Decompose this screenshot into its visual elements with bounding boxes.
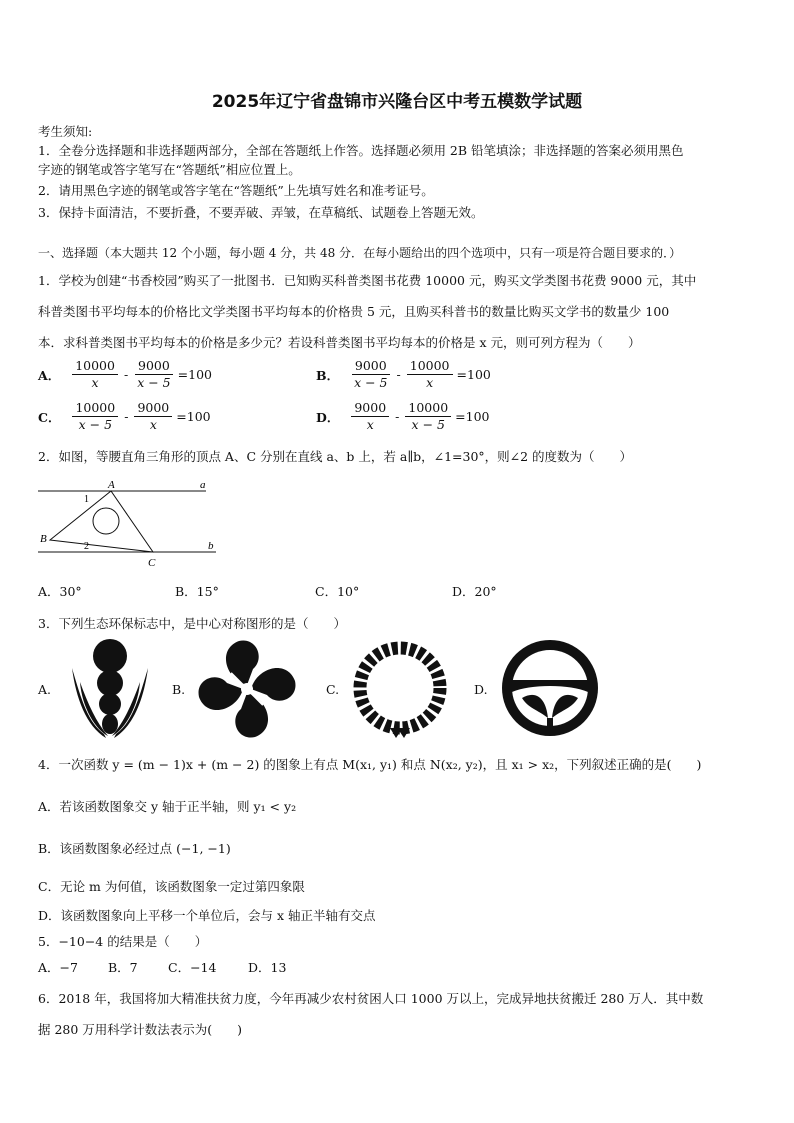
notice-line-3: 3．保持卡面清洁，不要折叠，不要弄破、弄皱，在草稿纸、试题卷上答题无效。 bbox=[38, 205, 484, 220]
q3-label-b[interactable]: B. bbox=[172, 682, 186, 697]
label-a: a bbox=[200, 479, 206, 491]
eco-symbol-c-icon bbox=[350, 638, 450, 740]
q4-text: 4．一次函数 y = (m − 1)x + (m − 2) 的图象上有点 M(x₁, y₁) 和点 N(x₂, y₂)，且 x₁ > x₂，下列叙述正确的是( ) bbox=[38, 757, 702, 772]
eco-symbol-a-icon bbox=[62, 638, 158, 742]
q4-option-b[interactable]: B．该函数图象必经过点 (−1, −1) bbox=[38, 841, 231, 856]
circle-in-triangle bbox=[93, 508, 119, 534]
q3-label-d[interactable]: D. bbox=[474, 682, 488, 697]
q2-option-a[interactable]: A．30° bbox=[38, 584, 82, 599]
q2-option-b[interactable]: B．15° bbox=[175, 584, 219, 599]
label-B: B bbox=[40, 533, 47, 545]
label-angle-1: 1 bbox=[84, 494, 89, 505]
q1-option-b[interactable]: B． $\frac{9000}{x - 5}$ - $\frac{10000}{x}$ =100 bbox=[316, 358, 491, 390]
q4-option-a[interactable]: A．若该函数图象交 y 轴于正半轴，则 y₁ < y₂ bbox=[38, 799, 297, 814]
q3-text: 3．下列生态环保标志中，是中心对称图形的是（ ） bbox=[38, 616, 346, 631]
label-b: b bbox=[208, 540, 214, 552]
notice-heading: 考生须知: bbox=[38, 124, 93, 139]
q2-option-c[interactable]: C．10° bbox=[315, 584, 360, 599]
q5-option-a[interactable]: A．−7 bbox=[38, 960, 78, 975]
label-C: C bbox=[148, 557, 156, 569]
q1-line-1: 1．学校为创建“书香校园”购买了一批图书．已知购买科普类图书花费 10000 元，购买文学类图书花费 9000 元，其中 bbox=[38, 273, 697, 288]
q5-option-d[interactable]: D．13 bbox=[248, 960, 287, 975]
q6-line-1: 6．2018 年，我国将加大精准扶贫力度，今年再减少农村贫困人口 1000 万以上，完成异地扶贫搬迁 280 万人．其中数 bbox=[38, 991, 704, 1006]
q4-option-d[interactable]: D．该函数图象向上平移一个单位后，会与 x 轴正半轴有交点 bbox=[38, 908, 376, 923]
triangle-abc bbox=[50, 491, 153, 552]
page-title: 2025年辽宁省盘锦市兴隆台区中考五模数学试题 bbox=[211, 92, 583, 112]
section-heading: 一、选择题（本大题共 12 个小题，每小题 4 分，共 48 分．在每小题给出的四个选项中，只有一项是符合题目要求的．） bbox=[38, 246, 682, 260]
eco-symbol-d-icon bbox=[500, 638, 600, 738]
q1-option-c[interactable]: C． $\frac{10000}{x - 5}$ - $\frac{9000}{x}$ =100 bbox=[38, 400, 211, 432]
q5-option-c[interactable]: C．−14 bbox=[168, 960, 217, 975]
q3-label-a[interactable]: A. bbox=[38, 682, 52, 697]
q6-line-2: 据 280 万用科学计数法表示为( ) bbox=[38, 1022, 243, 1037]
q2-triangle-figure bbox=[36, 475, 226, 570]
q2-option-d[interactable]: D．20° bbox=[452, 584, 497, 599]
q1-option-a[interactable]: A． $\frac{10000}{x}$ - $\frac{9000}{x - 5}$ =100 bbox=[38, 358, 212, 390]
q4-option-c[interactable]: C．无论 m 为何值，该函数图象一定过第四象限 bbox=[38, 879, 305, 894]
label-A: A bbox=[108, 479, 115, 491]
q1-line-3: 本．求科普类图书平均每本的价格是多少元？若设科普类图书平均每本的价格是 x 元，则可列方程为（ ） bbox=[38, 335, 641, 350]
label-angle-2: 2 bbox=[84, 541, 89, 552]
q1-option-d[interactable]: D． $\frac{9000}{x}$ - $\frac{10000}{x - 5}$ =100 bbox=[316, 400, 490, 432]
q5-option-b[interactable]: B．7 bbox=[108, 960, 138, 975]
notice-line-2: 2．请用黑色字迹的钢笔或答字笔在“答题纸”上先填写姓名和准考证号。 bbox=[38, 183, 434, 198]
q1-line-2: 科普类图书平均每本的价格比文学类图书平均每本的价格贵 5 元，且购买科普书的数量比购买文学书的数量少 100 bbox=[38, 304, 670, 319]
notice-line-1a: 1．全卷分选择题和非选择题两部分，全部在答题纸上作答。选择题必须用 2B 铅笔填涂；非选择题的答案必须用黑色 bbox=[38, 143, 684, 158]
notice-line-1b: 字迹的钢笔或答字笔写在“答题纸”相应位置上。 bbox=[38, 162, 301, 177]
eco-symbol-b-icon bbox=[196, 638, 298, 740]
q2-text: 2．如图，等腰直角三角形的顶点 A、C 分别在直线 a、b 上，若 a∥b，∠1=30°，则∠2 的度数为（ ） bbox=[38, 449, 633, 464]
q5-text: 5．−10−4 的结果是（ ） bbox=[38, 934, 208, 949]
q3-label-c[interactable]: C. bbox=[326, 682, 340, 697]
